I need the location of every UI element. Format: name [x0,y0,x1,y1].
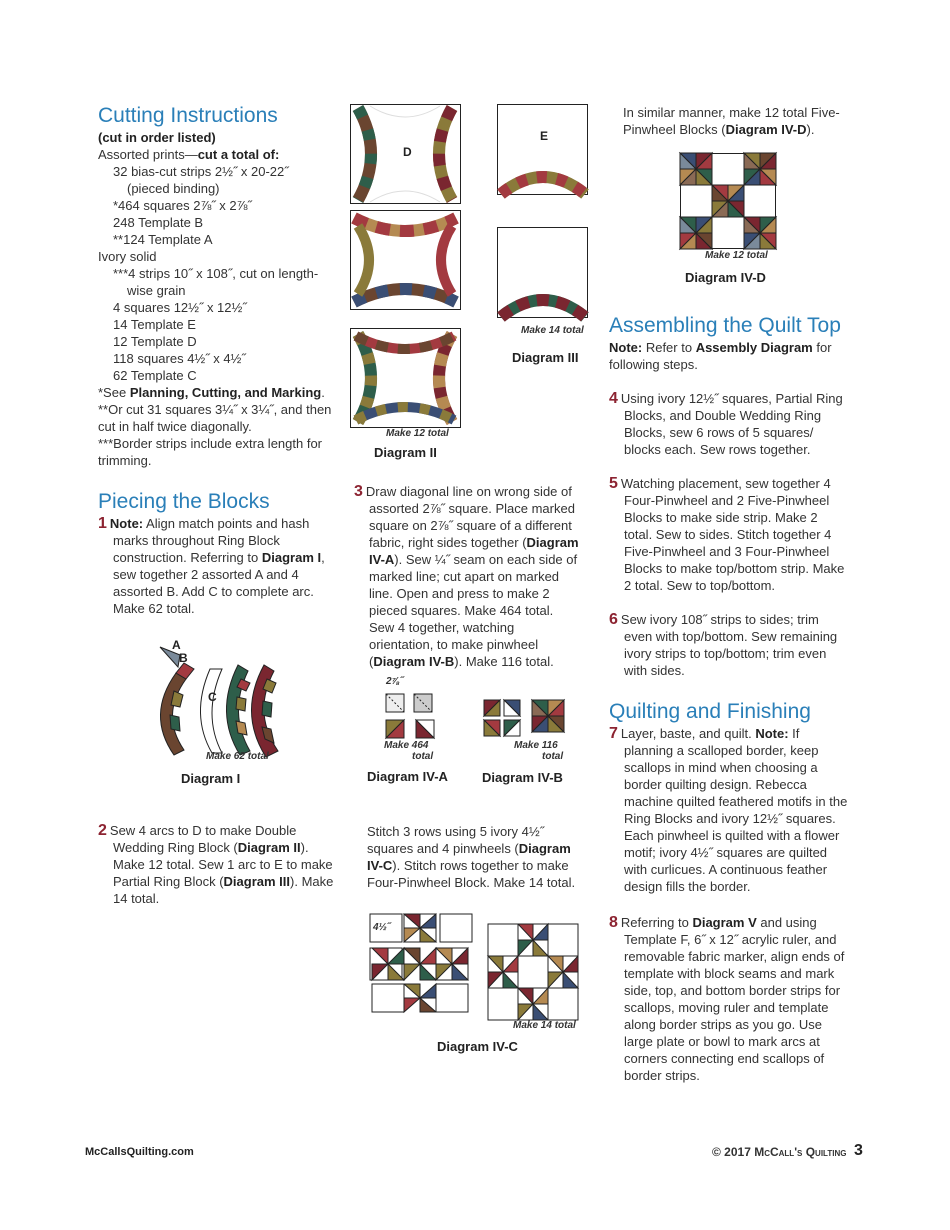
step-6: 6 Sew ivory 108˝ strips to sides; trim even with top/bottom. Sew remaining ivory strips to top/bottom; trim even with sides. [609,611,838,678]
step-3-block [354,483,582,670]
quilting-title: Quilting and Finishing [609,700,811,723]
footer-website[interactable]: McCallsQuilting.com [85,1146,194,1158]
ivory-item: wise grain [127,283,186,298]
diagram-iv-d [680,153,780,261]
step-2: 2 Sew 4 arcs to D to make Double Wedding Ring Block (Diagram II). Make 12 total. Sew 1 arc to E to make Partial Ring Block (Diagram III). Make 14 total. [98,822,334,906]
half-square-squares [378,688,448,738]
step-7: 7 Layer, baste, and quilt. Note: If planning a scalloped border, keep scallops in mind when choosing a border quilting design. Rebecca machine quilted feathered motifs in the Ring Blocks and ivory 12½˝ squares. Each pinwheel is quilted with a flower motif; ivory 4½˝ squares are quilted with curlicues. A continuous feather design fills the border. [609,725,848,894]
quilting-section [609,699,849,725]
pinwheel-assembly [480,698,570,738]
diagram-iv-c [368,912,583,1037]
diagram-ii-top [350,104,462,209]
cutting-section [98,103,343,469]
diagram-iv-c-make: Make 14 total [513,1020,576,1031]
cutting-note: ***Border strips include extra length for trimming. [98,436,323,468]
diagram-ii-bottom [350,328,462,439]
assembling-note: Note: Refer to Assembly Diagram for following steps. [609,340,832,372]
diagram-iv-a-make2: total [412,751,434,762]
diagram-i [150,635,310,765]
four-pinwheel-block [368,912,583,1037]
diagram-i-caption: Diagram I [181,771,241,786]
diagram-iii-top [497,104,589,201]
diagram-iv-b-make1: Make 116 [514,740,558,751]
assembling-section [609,313,849,373]
ivory-item: 62 Template C [113,368,197,383]
ivory-item: ***4 strips 10˝ x 108˝, cut on length- [113,266,319,281]
label-e: E [540,129,549,143]
assorted-item: 248 Template B [113,215,204,230]
stitch-rows-text: Stitch 3 rows using 5 ivory 4½˝ squares and 4 pinwheels (Diagram IV-C). Stitch rows together to make Four-Pinwheel Block. Make 14 total. [367,824,576,890]
label-b: B [179,651,188,665]
diagram-iv-a [378,674,458,764]
ivory-item: 14 Template E [113,317,196,332]
diagram-iv-a-make1: Make 464 [384,740,429,751]
five-pinwheel-block [680,153,776,249]
diagram-iii-caption: Diagram III [512,350,579,365]
diagram-ii-middle [350,210,462,315]
step-3: 3 Draw diagonal line on wrong side of assorted 2⅞˝ square. Place marked square on 2⅞˝ square of a different fabric, right sides together (Diagram IV-A). Sew ¼˝ seam on each side of marked line; cut apart on marked line. Open and press to make 2 pieced squares. Make 464 total. Sew 4 together, watching orientation, to make pinwheel (Diagram IV-B). Make 116 total. [354,483,579,669]
diagram-iii-bottom [497,227,589,336]
diagram-i-make: Make 62 total [206,751,269,762]
diagram-ii-caption: Diagram II [374,445,437,460]
step-6-block [609,611,849,679]
diagram-iv-d-make: Make 12 total [705,250,768,261]
diagram-ii-make: Make 12 total [386,428,449,439]
label-d: D [403,145,412,159]
diagram-iv-b-make2: total [542,751,564,762]
step-7-block [609,725,849,895]
assembling-title: Assembling the Quilt Top [609,314,841,337]
ring-block-d-horizontal [350,210,462,310]
step-2-block [98,822,343,907]
ring-block-d-full [350,328,462,428]
assorted-line: Assorted prints—cut a total of: [98,147,280,162]
label-a: A [172,638,181,652]
step-1: 1 Note: Align match points and hash marks throughout Ring Block construction. Referring to Diagram I, sew together 2 assorted A and 4 assorted B. Add C to complete arc. Make 62 total. [98,515,325,616]
page-number: 3 [854,1142,863,1159]
diagram-iii-make: Make 14 total [521,325,584,336]
step-4-block [609,390,849,458]
step-8-block [609,914,849,1084]
step-4: 4 Using ivory 12½˝ squares, Partial Ring Blocks, and Double Wedding Ring Blocks, sew 6 rows of 5 squares/ blocks each. Sew rows together. [609,390,843,457]
stitch-block [367,823,582,891]
cutting-title: Cutting Instructions [98,104,278,127]
cutting-note: *See Planning, Cutting, and Marking. [98,385,325,400]
diagram-iv-b [480,698,570,768]
step-5-block [609,475,849,594]
cutting-subtitle: (cut in order listed) [98,130,216,145]
step-8: 8 Referring to Diagram V and using Template F, 6˝ x 12˝ acrylic ruler, and removable fabric marker, align ends of template with block seams and mark side, top, and bottom border strips for scallops, moving ruler and template along border strips as you go. Use large plate or bowl to mark arcs at corners connecting end scallops of border strips. [609,914,845,1083]
piecing-section [98,489,328,617]
diagram-i-arcs [150,635,310,765]
assorted-item: 32 bias-cut strips 2½˝ x 20-22˝ [113,164,289,179]
footer-copyright: © 2017 McCall's Quilting [712,1145,847,1159]
piecing-title: Piecing the Blocks [98,490,270,513]
five-pinwheel-intro [623,104,853,138]
label-c: C [208,690,217,704]
diagram-iv-c-dim: 4½˝ [373,922,391,933]
diagram-iv-b-caption: Diagram IV-B [482,770,563,785]
diagram-iv-a-dim: 2⅞˝ [386,676,404,687]
assorted-item: **124 Template A [113,232,213,247]
partial-ring-block-e [497,104,589,196]
diagram-iv-a-caption: Diagram IV-A [367,769,448,784]
cutting-note: **Or cut 31 squares 3¼˝ x 3¼˝, and then cut in half twice diagonally. [98,402,332,434]
ivory-item: 4 squares 12½˝ x 12½˝ [113,300,247,315]
assorted-item: (pieced binding) [127,181,220,196]
diagram-iv-c-caption: Diagram IV-C [437,1039,518,1054]
step-5: 5 Watching placement, sew together 4 Four-Pinwheel and 2 Five-Pinwheel Blocks to make side strip. Make 2 total. Sew to sides. Stitch together 4 Five-Pinwheel and 3 Four-Pinwheel Blocks to make top/bottom strip. Make 2 total. Sew to top/bottom. [609,475,845,593]
assorted-item: *464 squares 2⅞˝ x 2⅞˝ [113,198,252,213]
ivory-item: 118 squares 4½˝ x 4½˝ [113,351,246,366]
partial-ring-block [497,227,589,319]
ivory-item: 12 Template D [113,334,197,349]
ivory-line: Ivory solid [98,249,157,264]
diagram-iv-d-caption: Diagram IV-D [685,270,766,285]
intro-text: In similar manner, make 12 total Five-Pinwheel Blocks (Diagram IV-D). [623,105,840,137]
